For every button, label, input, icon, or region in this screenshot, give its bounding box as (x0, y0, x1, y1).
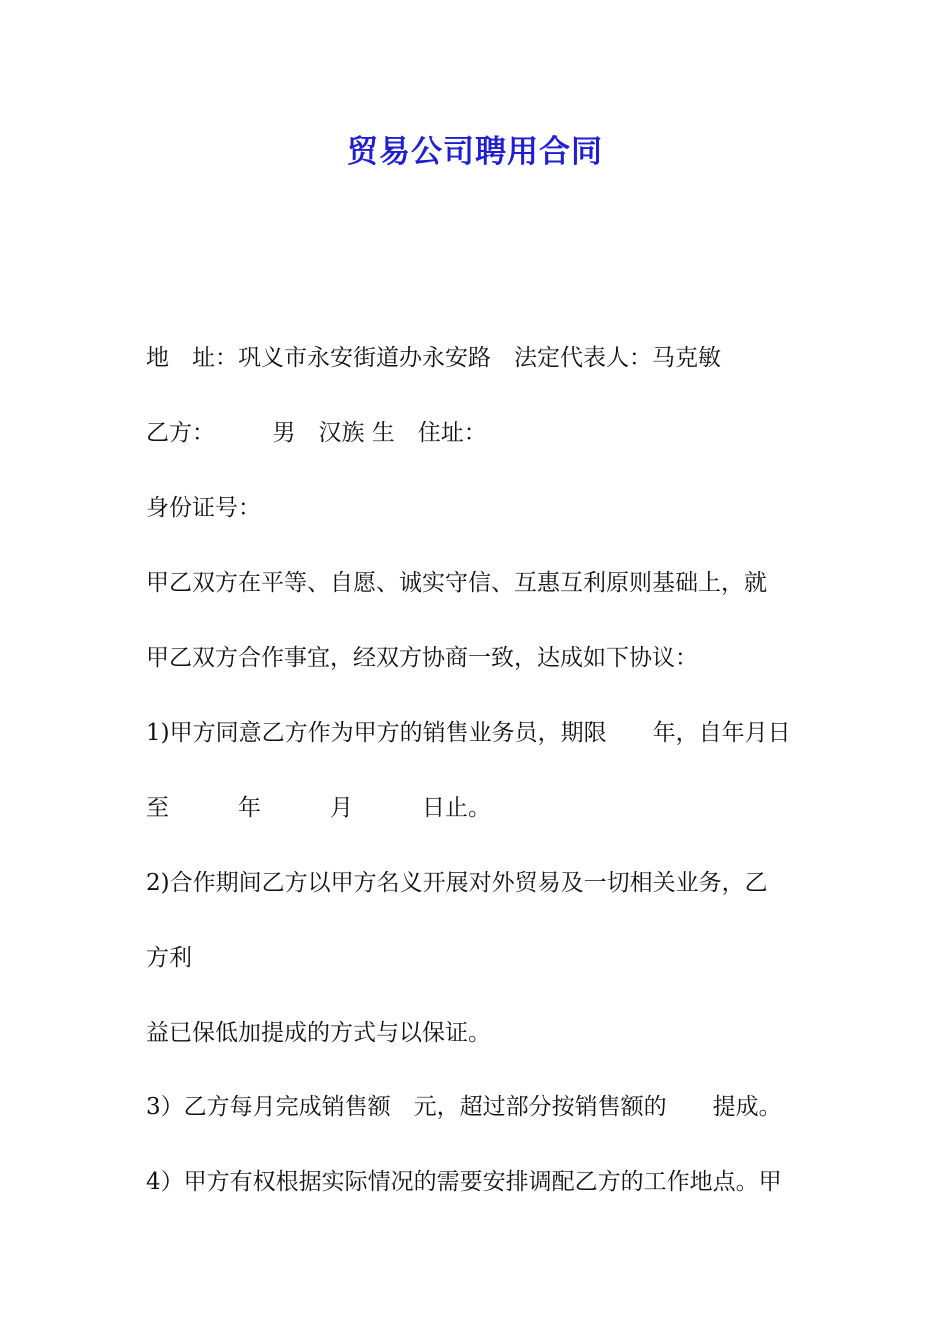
preamble-line-1: 甲乙双方在平等、自愿、诚实守信、互惠互利原则基础上，就 (146, 570, 767, 596)
address-line: 地 址：巩义市永安街道办永安路 法定代表人：马克敏 (146, 345, 721, 371)
clause-3-line: 3）乙方每月完成销售额 元，超过部分按销售额的 提成。 (146, 1094, 782, 1120)
clause-1-line-1: 1)甲方同意乙方作为甲方的销售业务员，期限 年，自年月日 (146, 720, 791, 746)
clause-1-line-2: 至 年 月 日止。 (146, 795, 491, 821)
party-b-line: 乙方： 男 汉族 生 住址： (146, 420, 487, 446)
clause-2-line-1: 2)合作期间乙方以甲方名义开展对外贸易及一切相关业务，乙 (146, 870, 768, 896)
id-number-line: 身份证号： (146, 495, 261, 521)
document-title: 贸易公司聘用合同 (347, 134, 603, 170)
clause-2-line-2: 方利 (146, 945, 192, 971)
clause-4-line-1: 4）甲方有权根据实际情况的需要安排调配乙方的工作地点。甲 (146, 1169, 782, 1195)
clause-2-line-3: 益已保低加提成的方式与以保证。 (146, 1020, 491, 1046)
preamble-line-2: 甲乙双方合作事宜，经双方协商一致，达成如下协议： (146, 645, 698, 671)
